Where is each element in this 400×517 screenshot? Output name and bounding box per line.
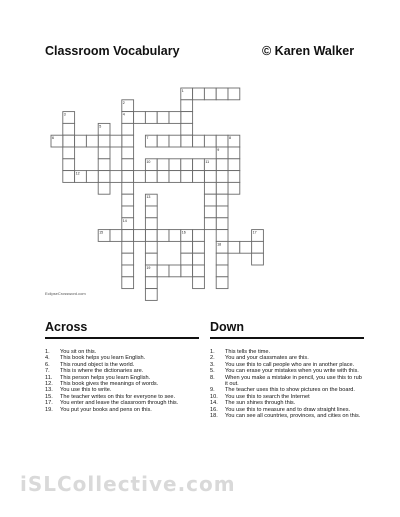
- clue-number: 19.: [45, 406, 53, 413]
- clue-text: You put your books and pens on this.: [60, 406, 152, 413]
- crossword-cell[interactable]: [122, 230, 134, 242]
- crossword-cell[interactable]: [228, 159, 240, 171]
- crossword-cell[interactable]: [228, 182, 240, 194]
- clue-text: This is where the dictionaries are.: [60, 368, 144, 375]
- crossword-cell[interactable]: [75, 135, 87, 147]
- crossword-cell[interactable]: [110, 230, 122, 242]
- crossword-cell[interactable]: [86, 171, 98, 183]
- down-clue: [210, 413, 364, 419]
- clue-text: This tells the time.: [225, 349, 271, 355]
- crossword-cell[interactable]: [181, 159, 193, 171]
- clue-text: The sun shines through this.: [225, 400, 296, 407]
- crossword-cell[interactable]: [193, 135, 205, 147]
- crossword-cell[interactable]: [193, 253, 205, 265]
- crossword-cell[interactable]: [145, 289, 157, 301]
- crossword-cell[interactable]: [122, 182, 134, 194]
- clue-number-label: 1: [181, 89, 184, 93]
- crossword-cell[interactable]: [157, 159, 169, 171]
- crossword-cell[interactable]: [204, 88, 216, 100]
- clue-number: 3.: [210, 361, 215, 368]
- crossword-cell[interactable]: [122, 241, 134, 253]
- crossword-cell[interactable]: [228, 171, 240, 183]
- crossword-cell[interactable]: [134, 112, 146, 124]
- crossword-cell[interactable]: [181, 135, 193, 147]
- crossword-cell[interactable]: [216, 171, 228, 183]
- clue-number: 2.: [210, 355, 215, 362]
- crossword-cell[interactable]: [122, 277, 134, 289]
- clue-number-label: 2: [122, 100, 125, 105]
- crossword-cell[interactable]: [169, 171, 181, 183]
- crossword-cell[interactable]: [157, 230, 169, 242]
- crossword-cell[interactable]: [122, 194, 134, 206]
- crossword-cell[interactable]: [122, 171, 134, 183]
- clue-number: 17.: [45, 400, 53, 407]
- crossword-cell[interactable]: [216, 88, 228, 100]
- crossword-cell[interactable]: [252, 241, 264, 253]
- clue-text: You can see all countries, provinces, and cities on this.: [225, 413, 361, 420]
- clue-number-label: 14: [122, 218, 127, 223]
- crossword-cell[interactable]: [193, 241, 205, 253]
- crossword-cell[interactable]: [145, 171, 157, 183]
- crossword-cell[interactable]: [228, 147, 240, 159]
- crossword-cell[interactable]: [216, 265, 228, 277]
- crossword-cell[interactable]: [216, 230, 228, 242]
- crossword-cell[interactable]: [216, 182, 228, 194]
- crossword-cell[interactable]: [98, 135, 110, 147]
- crossword-cell[interactable]: [145, 218, 157, 230]
- crossword-cell[interactable]: [181, 100, 193, 112]
- clue-number: 11.: [45, 374, 53, 381]
- clue-text: This book gives the meanings of words.: [60, 381, 159, 388]
- clue-number: 7.: [45, 368, 50, 375]
- crossword-cell[interactable]: [157, 171, 169, 183]
- clue-number-label: 4: [122, 112, 125, 117]
- crossword-cell[interactable]: [193, 230, 205, 242]
- clue-text: This person helps you learn English.: [60, 374, 151, 381]
- clue-number-label: 11: [205, 159, 210, 164]
- crossword-cell[interactable]: [193, 171, 205, 183]
- crossword-cell[interactable]: [122, 265, 134, 277]
- crossword-cell[interactable]: [193, 265, 205, 277]
- crossword-cell[interactable]: [216, 218, 228, 230]
- down-heading: Down: [210, 320, 364, 339]
- clue-text: You use this to search the Internet: [225, 393, 310, 400]
- crossword-cell[interactable]: [63, 159, 75, 171]
- crossword-cell[interactable]: [169, 112, 181, 124]
- clue-number-label: 10: [146, 159, 151, 164]
- clue-number-label: 12: [75, 171, 80, 176]
- clue-number: 13.: [45, 387, 53, 394]
- clue-number-label: 19: [146, 266, 151, 270]
- clue-number-label: 16: [181, 230, 186, 235]
- crossword-cell[interactable]: [216, 159, 228, 171]
- clue-text: You use this to write.: [60, 387, 112, 394]
- crossword-cell[interactable]: [181, 253, 193, 265]
- crossword-cell[interactable]: [63, 171, 75, 183]
- crossword-cell[interactable]: [145, 230, 157, 242]
- clue-number: 14.: [210, 400, 218, 407]
- clue-number: 16.: [210, 406, 218, 413]
- down-clue: [210, 375, 364, 388]
- crossword-cell[interactable]: [204, 194, 216, 206]
- crossword-cell[interactable]: [98, 159, 110, 171]
- clue-text: When you make a mistake in pencil, you use this to rub it out.: [225, 374, 362, 388]
- crossword-cell[interactable]: [216, 194, 228, 206]
- crossword-cell[interactable]: [181, 241, 193, 253]
- crossword-cell[interactable]: [122, 123, 134, 135]
- crossword-cell[interactable]: [145, 277, 157, 289]
- clue-number-label: 15: [99, 230, 104, 235]
- clue-text: The teacher writes on this for everyone to see.: [60, 393, 176, 400]
- across-section: [45, 320, 199, 413]
- crossword-cell[interactable]: [145, 206, 157, 218]
- crossword-cell[interactable]: [252, 253, 264, 265]
- crossword-cell[interactable]: [216, 277, 228, 289]
- down-section: [210, 320, 364, 419]
- clue-number-label: 13: [146, 195, 151, 200]
- crossword-cell[interactable]: [169, 135, 181, 147]
- crossword-cell[interactable]: [204, 182, 216, 194]
- crossword-cell[interactable]: [157, 112, 169, 124]
- crossword-cell[interactable]: [134, 171, 146, 183]
- crossword-cell[interactable]: [157, 265, 169, 277]
- clue-text: You sit on this.: [60, 349, 97, 355]
- crossword-cell[interactable]: [216, 135, 228, 147]
- clue-number-label: 9: [217, 148, 220, 152]
- crossword-cell[interactable]: [169, 265, 181, 277]
- crossword-cell[interactable]: [63, 147, 75, 159]
- clue-number: 12.: [45, 381, 53, 388]
- clue-number-label: 7: [146, 136, 149, 141]
- crossword-cell[interactable]: [204, 171, 216, 183]
- crossword-cell[interactable]: [216, 206, 228, 218]
- across-clue: [45, 407, 199, 413]
- clue-number-label: 17: [252, 230, 257, 235]
- crossword-cell[interactable]: [193, 88, 205, 100]
- crossword-cell[interactable]: [169, 230, 181, 242]
- crossword-cell[interactable]: [240, 241, 252, 253]
- clue-number-label: 3: [63, 112, 66, 117]
- clue-number: 18.: [210, 413, 218, 420]
- clue-text: This round object is the world.: [60, 361, 135, 368]
- clue-text: The teacher uses this to show pictures on the board.: [225, 387, 355, 394]
- across-heading: Across: [45, 320, 199, 339]
- crossword-cell[interactable]: [122, 147, 134, 159]
- crossword-cell[interactable]: [134, 230, 146, 242]
- clue-number: 4.: [45, 355, 50, 362]
- crossword-cell[interactable]: [63, 135, 75, 147]
- crossword-cell[interactable]: [98, 171, 110, 183]
- clue-text: You can erase your mistakes when you write with this.: [225, 368, 359, 375]
- crossword-cell[interactable]: [204, 206, 216, 218]
- crossword-cell[interactable]: [122, 135, 134, 147]
- crossword-cell[interactable]: [181, 171, 193, 183]
- crossword-cell[interactable]: [181, 123, 193, 135]
- clue-text: This book helps you learn English.: [60, 355, 146, 362]
- crossword-cell[interactable]: [63, 123, 75, 135]
- page-title: Classroom Vocabulary: [45, 44, 180, 58]
- clue-number: 6.: [45, 361, 50, 368]
- clue-number: 8.: [210, 374, 215, 381]
- crossword-cell[interactable]: [157, 135, 169, 147]
- clue-number: 5.: [210, 368, 215, 375]
- crossword-cell[interactable]: [169, 159, 181, 171]
- crossword-cell[interactable]: [145, 112, 157, 124]
- crossword-cell[interactable]: [110, 171, 122, 183]
- watermark: iSLCollective.com: [20, 472, 236, 496]
- crossword-cell[interactable]: [204, 135, 216, 147]
- crossword-cell[interactable]: [181, 265, 193, 277]
- crossword-cell[interactable]: [216, 253, 228, 265]
- clue-number-label: 18: [217, 242, 222, 247]
- crossword-cell[interactable]: [228, 88, 240, 100]
- clue-text: You use this to measure and to draw straight lines.: [225, 406, 351, 413]
- clue-number: 9.: [210, 387, 215, 394]
- crossword-cell[interactable]: [145, 253, 157, 265]
- crossword-cell[interactable]: [181, 112, 193, 124]
- crossword-cell[interactable]: [193, 277, 205, 289]
- clue-number-label: 8: [229, 136, 231, 141]
- generator-credit: EclipseCrossword.com: [45, 291, 86, 296]
- clue-text: You enter and leave the classroom through this.: [60, 400, 179, 407]
- clue-number-label: 6: [52, 136, 54, 141]
- crossword-cell[interactable]: [122, 159, 134, 171]
- clue-number: 10.: [210, 393, 218, 400]
- clue-number-label: 5: [99, 124, 102, 129]
- crossword-cell[interactable]: [228, 241, 240, 253]
- crossword-cell[interactable]: [98, 147, 110, 159]
- crossword-cell[interactable]: [122, 206, 134, 218]
- clue-number: 1.: [45, 349, 50, 355]
- across-clue-list: [45, 349, 199, 413]
- clue-number: 15.: [45, 393, 53, 400]
- crossword-cell[interactable]: [98, 182, 110, 194]
- crossword-cell[interactable]: [193, 159, 205, 171]
- clue-number: 1.: [210, 349, 215, 355]
- crossword-cell[interactable]: [86, 135, 98, 147]
- clue-text: You and your classmates are this.: [225, 355, 309, 362]
- crossword-cell[interactable]: [110, 135, 122, 147]
- crossword-cell[interactable]: [122, 253, 134, 265]
- clue-text: You use this to call people who are in another place.: [225, 361, 355, 368]
- down-clue-list: [210, 349, 364, 419]
- crossword-cell[interactable]: [204, 218, 216, 230]
- author-credit: © Karen Walker: [262, 44, 355, 58]
- crossword-cell[interactable]: [145, 241, 157, 253]
